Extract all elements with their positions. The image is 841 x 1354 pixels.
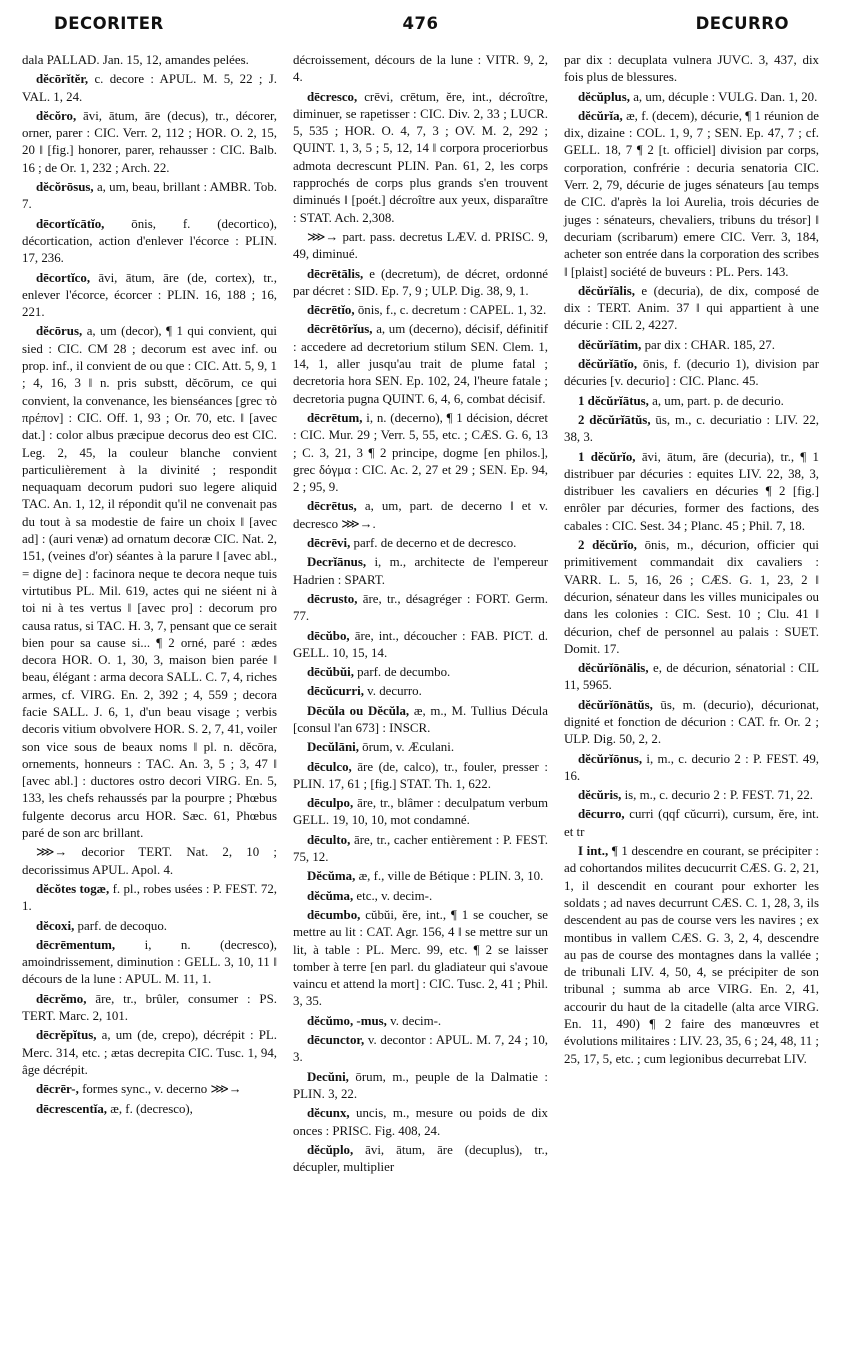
entry-definition: c. decore : APUL. M. 5, 22 ; J. VAL. 1, 24. bbox=[22, 72, 277, 104]
entry-definition: æ, f., ville de Bétique : PLIN. 3, 10. bbox=[358, 869, 544, 884]
entry-definition: i, m., architecte de l'empereur Hadrien : SPART. bbox=[293, 555, 548, 587]
entry-headword: 1 dĕcŭrĭo, bbox=[578, 449, 636, 464]
entry-definition: ⋙→ part. pass. decretus LÆV. d. PRISC. 9, 49, diminué. bbox=[293, 229, 548, 262]
dictionary-entry bbox=[293, 410, 548, 496]
entry-headword: dēculco, bbox=[307, 759, 352, 774]
entry-headword: dēcortĭcātĭo, bbox=[36, 216, 105, 231]
entry-definition: f. pl., robes usées : P. FEST. 72, 1. bbox=[22, 881, 277, 914]
dictionary-entry bbox=[22, 323, 277, 842]
entry-headword: dēcŭbŭi, bbox=[307, 665, 354, 680]
entry-definition: ōrum, m., peuple de la Dalmatie : PLIN. 3, 22. bbox=[293, 1069, 548, 1101]
entry-definition: uncis, m., mesure ou poids de dix onces : PRISC. Fig. 408, 24. bbox=[293, 1106, 548, 1138]
dictionary-entry bbox=[293, 498, 548, 533]
entry-headword: dēcrĕmo, bbox=[36, 991, 87, 1006]
column-3 bbox=[564, 52, 819, 1178]
dictionary-entry bbox=[564, 787, 819, 804]
dictionary-entry bbox=[293, 229, 548, 264]
entry-definition: par dix : decuplata vulnera JUVC. 3, 437, dix fois plus de blessures. bbox=[564, 53, 819, 85]
running-header bbox=[22, 14, 819, 46]
entry-definition: parf. de decumbo. bbox=[357, 665, 451, 680]
entry-headword: dēcortĭco, bbox=[36, 270, 91, 285]
entry-definition: dala PALLAD. Jan. 15, 12, amandes pelées. bbox=[22, 53, 249, 67]
entry-headword: dēcrētālis, bbox=[307, 266, 364, 281]
dictionary-entry bbox=[564, 356, 819, 391]
entry-definition: āre (de, calco), tr., fouler, presser : PLIN. 17, 61 ; [fig.] STAT. Th. 1, 622. bbox=[293, 759, 548, 791]
entry-headword: dēcrēmentum, bbox=[36, 937, 116, 952]
dictionary-entry bbox=[22, 881, 277, 916]
entry-definition: cŭbŭi, ĕre, int., ¶ 1 se coucher, se mettre au lit : CAT. Agr. 156, 4 ‖ se mettre sur un lit, à table : PL. Merc. 99, etc. ¶ 2 se laisser tomber à terre [en parl. du gladiateur qui s'avoue vaincu et attend la mort] : CIC. Tusc. 2, 41 ; Phil. 3, 35. bbox=[293, 907, 548, 1009]
dictionary-entry bbox=[293, 266, 548, 301]
dictionary-entry bbox=[564, 843, 819, 1068]
dictionary-entry bbox=[293, 683, 548, 700]
entry-headword: Decŭlāni, bbox=[307, 740, 359, 755]
dictionary-entry bbox=[293, 1105, 548, 1140]
entry-headword: dĕcōrĭtĕr, bbox=[36, 72, 89, 87]
entry-definition: ōnis, f. (decurio 1), division par décuries [v. decurio] : CIC. Planc. 45. bbox=[564, 357, 819, 389]
dictionary-entry bbox=[22, 108, 277, 177]
entry-definition: āre, tr., désagréger : FORT. Germ. 77. bbox=[293, 591, 548, 624]
entry-definition: āvi, ātum, āre (decuplus), tr., décupler, multiplier bbox=[293, 1142, 548, 1175]
entry-definition: v. decim-. bbox=[390, 1013, 442, 1028]
entry-headword: dĕcoxi, bbox=[36, 918, 75, 933]
entry-definition: āvi, ātum, āre (decuria), tr., ¶ 1 distribuer par décuries : equites LIV. 22, 38, 3, distribuer les cavaliers en décuries ¶ 2 [fig.] enrôler par décuries, former des factions, des cabales : CIC. Sest. 34 ; Planc. 45 ; Phil. 7, 18. bbox=[564, 449, 820, 533]
dictionary-entry bbox=[22, 991, 277, 1026]
entry-headword: dēcrusto, bbox=[307, 591, 358, 606]
entry-headword: dēcresco, bbox=[307, 89, 358, 104]
entry-headword: dĕcŭplo, bbox=[307, 1142, 354, 1157]
dictionary-entry bbox=[293, 1069, 548, 1104]
dictionary-entry bbox=[293, 628, 548, 663]
entry-definition: ūs, m. (decurio), décurionat, dignité et fonction de décurion : CAT. fr. Or. 2 ; ULP. Dig. 50, 2, 2. bbox=[564, 697, 819, 747]
entry-definition: ¶ 1 descendre en courant, se précipiter : ad cohortandos milites decucurrit CÆS. G. 2, 21, 1, il descendit en courant pour exhorter les soldats ; ad naves decurrunt CÆS. C. 1, 28, 3, ils descendent au pas de course vers les navires ; ex montibus in vallem CÆS. G. 3, 2, 4, descendre au pas de course des montagnes dans la vallée ; de tribunali LIV. 4, 50, 4, se précipiter de son tribunal ; summa ab arce VIRG. En. 2, 41, accourir du haut de la citadelle (alta arce VIRG. En. 11, 490) ¶ 2 faire des manœuvres et évolutions militaires : LIV. 23, 35, 6 ; 24, 48, 11 ; 25, 17, 5, etc. ; cum legionibus decurrebat LIV. bbox=[564, 844, 820, 1066]
dictionary-entry bbox=[293, 739, 548, 756]
entry-headword: dĕcŏtes togæ, bbox=[36, 881, 110, 896]
dictionary-entry bbox=[564, 537, 819, 658]
entry-definition: æ, m., M. Tullius Décula [consul l'an 673] : INSCR. bbox=[293, 703, 548, 735]
entry-headword: dēcŭcurri, bbox=[307, 684, 364, 699]
entry-definition: æ, f. (decem), décurie, ¶ 1 réunion de dix, dizaine : COL. 1, 9, 7 ; SEN. Ep. 47, 7 ; cf. GELL. 18, 7 ¶ 2 [t. officiel] division par corps, corporation, confrérie : decuria senatoria CIC. Verr. 2, 79, décurie de juges sénateurs [au temps de CIC. d'après la loi Aurelia, trois décuries de juges : sénateurs, chevaliers, tribuns du trésor] ‖ decuriam (scribarum) emere CIC. Verr. 3, 184, acheter son entrée dans la corporation des scribes ‖ [plaist] société de buveurs : PL. Pers. 143. bbox=[564, 108, 819, 279]
entry-definition: ōrum, v. Æculani. bbox=[362, 740, 455, 755]
dictionary-entry bbox=[293, 302, 548, 319]
entry-definition: parf. de decerno et de decresco. bbox=[353, 536, 517, 551]
dictionary-entry bbox=[564, 52, 819, 87]
entry-headword: dĕcŭris, bbox=[578, 788, 622, 803]
entry-definition: etc., v. decim-. bbox=[356, 888, 433, 903]
entry-headword: 2 dĕcŭrĭātŭs, bbox=[578, 412, 651, 427]
entry-headword: dĕcŏrōsus, bbox=[36, 180, 94, 195]
entry-headword: dĕcōrus, bbox=[36, 324, 83, 339]
entry-headword: 2 dĕcŭrĭo, bbox=[578, 538, 637, 553]
dictionary-entry bbox=[564, 89, 819, 106]
dictionary-entry bbox=[564, 337, 819, 354]
dictionary-entry bbox=[293, 1013, 548, 1030]
entry-headword: dĕcŭrĭātĭo, bbox=[578, 357, 638, 372]
dictionary-entry bbox=[22, 71, 277, 106]
entry-headword: 1 dĕcŭrĭātus, bbox=[578, 393, 649, 408]
entry-headword: dĕcŭrĭa, bbox=[578, 108, 623, 123]
entry-definition: curri (qqf cŭcurri), cursum, ĕre, int. et tr bbox=[564, 807, 819, 839]
entry-definition: a, um, part. p. de decurio. bbox=[652, 393, 784, 408]
dictionary-entry bbox=[564, 697, 819, 749]
dictionary-entry bbox=[564, 806, 819, 841]
entry-headword: dĕcŭrĭālis, bbox=[578, 283, 635, 298]
dictionary-entry bbox=[22, 1027, 277, 1079]
dictionary-entry bbox=[293, 89, 548, 227]
dictionary-entry bbox=[564, 412, 819, 447]
entry-headword: Dēcŭla ou Dĕcŭla, bbox=[307, 703, 410, 718]
entry-definition: i, n. (decerno), ¶ 1 décision, décret : CIC. Mur. 29 ; Verr. 5, 55, etc. ; CÆS. G. 6, 13 ; C. 3, 21, 3 ¶ 2 principe, dogme [en philos.], grec δόγμα : CIC. Ac. 2, 27 et 29 ; SEN. Ep. 94, 2 ; 95, 9. bbox=[293, 410, 548, 495]
dictionary-entry bbox=[293, 535, 548, 552]
dictionary-entry bbox=[22, 1081, 277, 1098]
text-columns bbox=[22, 52, 819, 1178]
entry-definition: āre, tr., brûler, consumer : PS. TERT. Marc. 2, 101. bbox=[22, 991, 277, 1024]
entry-definition: ōnis, f. (decortico), décortication, action d'enlever l'écorce : PLIN. 17, 236. bbox=[22, 216, 277, 266]
header-last-word: DECURRO bbox=[695, 14, 789, 33]
dictionary-entry bbox=[293, 703, 548, 738]
dictionary-entry bbox=[22, 937, 277, 989]
column-2 bbox=[293, 52, 548, 1178]
entry-definition: a, um, décuple : VULG. Dan. 1, 20. bbox=[633, 89, 818, 104]
entry-definition: e (decretum), de décret, ordonné par décret : SID. Ep. 7, 9 ; ULP. Dig. 38, 9, 1. bbox=[293, 266, 548, 298]
entry-headword: dēcrēr-, bbox=[36, 1082, 79, 1097]
entry-headword: dĕcŭrĭātim, bbox=[578, 337, 642, 352]
entry-headword: dēculpo, bbox=[307, 796, 354, 811]
dictionary-entry bbox=[564, 108, 819, 281]
dictionary-entry bbox=[293, 554, 548, 589]
entry-definition: āvi, ātum, āre (de, cortex), tr., enlever l'écorce, écorcer : PLIN. 16, 188 ; 16, 221. bbox=[22, 270, 277, 320]
entry-headword: dēcrescentĭa, bbox=[36, 1101, 107, 1116]
entry-definition: v. decurro. bbox=[367, 684, 422, 699]
entry-headword: dēcrētĭo, bbox=[307, 303, 355, 318]
dictionary-entry bbox=[293, 868, 548, 885]
entry-headword: dĕcunx, bbox=[307, 1106, 350, 1121]
entry-headword: dĕcŭmo, -mus, bbox=[307, 1013, 387, 1028]
entry-definition: āre, tr., cacher entièrement : P. FEST. 75, 12. bbox=[293, 832, 548, 865]
entry-definition: ūs, m., c. decuriatio : LIV. 22, 38, 3. bbox=[564, 412, 819, 445]
dictionary-entry bbox=[22, 52, 277, 69]
dictionary-entry bbox=[293, 907, 548, 1011]
dictionary-entry bbox=[293, 664, 548, 681]
dictionary-entry bbox=[293, 52, 548, 87]
entry-definition: décroissement, décours de la lune : VITR. 9, 2, 4. bbox=[293, 53, 548, 85]
entry-headword: dĕcŏro, bbox=[36, 108, 77, 123]
entry-definition: ⋙→ decorior TERT. Nat. 2, 10 ; decorissimus APUL. Apol. 4. bbox=[22, 845, 277, 877]
entry-definition: e (decuria), de dix, composé de dix : TERT. Anim. 37 ‖ qui appartient à une décurie : CIL 2, 4227. bbox=[564, 283, 819, 333]
dictionary-entry bbox=[293, 759, 548, 794]
dictionary-entry bbox=[293, 795, 548, 830]
dictionary-entry bbox=[22, 844, 277, 879]
dictionary-entry bbox=[22, 216, 277, 268]
entry-definition: ōnis, m., décurion, officier qui primitivement commandait dix cavaliers : VARR. L. 5, 16, 26 ; CÆS. G. 1, 23, 2 ‖ décurion, sénateur dans les villes municipales ou dans les colonies : CIC. Sest. 10 ; Clu. 41 ‖ décurion, chef de personnel au palais : SUET. Domit. 17. bbox=[564, 538, 819, 656]
column-1 bbox=[22, 52, 277, 1178]
dictionary-entry bbox=[22, 918, 277, 935]
entry-headword: I int., bbox=[578, 844, 609, 859]
entry-definition: a, um (de, crepo), décrépit : PL. Merc. 314, etc. ; ætas decrepita CIC. Tusc. 1, 94, âge décrépit. bbox=[22, 1028, 277, 1077]
entry-definition: par dix : CHAR. 185, 27. bbox=[644, 337, 775, 352]
entry-headword: dĕcŭrĭōnātŭs, bbox=[578, 697, 653, 712]
dictionary-entry bbox=[22, 270, 277, 322]
entry-definition: parf. de decoquo. bbox=[77, 918, 168, 933]
entry-headword: dēcŭbo, bbox=[307, 628, 350, 643]
dictionary-entry bbox=[293, 1142, 548, 1177]
entry-definition: is, m., c. decurio 2 : P. FEST. 71, 22. bbox=[624, 788, 814, 803]
entry-headword: dĕcŭrĭōnus, bbox=[578, 751, 643, 766]
entry-definition: i, m., c. decurio 2 : P. FEST. 49, 16. bbox=[564, 751, 820, 783]
entry-headword: Decŭni, bbox=[307, 1069, 349, 1084]
entry-headword: Dĕcŭma, bbox=[307, 869, 356, 884]
entry-definition: crēvi, crētum, ĕre, int., décroître, diminuer, se rapetisser : CIC. Div. 2, 33 ; LUCR. 5, 535 ; HOR. O. 4, 7, 3 ; OV. M. 2, 292 ; QUINT. 1, 3, 5 ; 5, 12, 14 ‖ corpora proceriorbus admota decrescunt PLIN. Pan. 61, 2, les corps rapprochés de corps plus grands s'en trouvent diminués ‖ [poét.] décroître aux yeux, disparaître : STAT. Ach. 2,308. bbox=[293, 89, 548, 225]
entry-headword: Decrĭānus, bbox=[307, 555, 367, 570]
dictionary-entry bbox=[22, 179, 277, 214]
dictionary-entry bbox=[293, 321, 548, 407]
entry-headword: dēcunctor, bbox=[307, 1033, 365, 1048]
entry-definition: e, de décurion, sénatorial : CIL 11, 5965. bbox=[564, 661, 819, 693]
entry-headword: dēculto, bbox=[307, 832, 351, 847]
entry-definition: a, um, beau, brillant : AMBR. Tob. 7. bbox=[22, 180, 277, 212]
dictionary-entry bbox=[293, 591, 548, 626]
entry-headword: dēcumbo, bbox=[307, 907, 361, 922]
entry-headword: dĕcŭma, bbox=[307, 888, 354, 903]
dictionary-entry bbox=[564, 660, 819, 695]
entry-headword: dĕcŭplus, bbox=[578, 89, 630, 104]
entry-definition: v. decontor : APUL. M. 7, 24 ; 10, 3. bbox=[293, 1033, 548, 1065]
entry-definition: æ, f. (decresco), bbox=[110, 1101, 193, 1116]
entry-definition: āre, int., découcher : FAB. PICT. d. GELL. 10, 15, 14. bbox=[293, 628, 548, 660]
dictionary-entry bbox=[22, 1101, 277, 1118]
dictionary-entry bbox=[564, 393, 819, 410]
entry-headword: dĕcŭrĭōnālis, bbox=[578, 661, 649, 676]
entry-definition: formes sync., v. decerno ⋙→ bbox=[82, 1082, 242, 1097]
entry-definition: a, um (decerno), décisif, définitif : accedere ad decretorium stilum SEN. Clem. 1, 14, 1, aller jusqu'au trait de plume fatal ; decretoria hora SEN. Ep. 102, 24, l'heure fatale ; decretoria pugna QUINT. 6, 4, 6, combat décisif. bbox=[293, 322, 548, 406]
dictionary-entry bbox=[293, 888, 548, 905]
dictionary-entry bbox=[564, 283, 819, 335]
entry-headword: dēcrĕpĭtus, bbox=[36, 1028, 97, 1043]
dictionary-entry bbox=[293, 832, 548, 867]
entry-definition: a, um, part. de decerno ‖ et v. decresco ⋙→. bbox=[293, 499, 548, 531]
entry-headword: dēcrētum, bbox=[307, 410, 363, 425]
header-first-word: DECORITER bbox=[54, 14, 164, 33]
entry-definition: āre, tr., blâmer : deculpatum verbum GELL. 19, 10, 10, mot condamné. bbox=[293, 796, 548, 828]
entry-headword: dēcrētus, bbox=[307, 499, 357, 514]
page-number: 476 bbox=[402, 14, 439, 33]
entry-headword: dēcrētōrĭus, bbox=[307, 322, 373, 337]
entry-headword: dēcrēvi, bbox=[307, 536, 351, 551]
entry-definition: a, um (decor), ¶ 1 qui convient, qui sied : CIC. CM 28 ; decorum est avec inf. ou prop. inf., il convient de ou que : CIC. Att. 5, 9, 1 ; 4, 16, 3 ‖ n. pris substt, dĕcōrum, ce qui convient, la convenance, les bienséances [grec τὸ πρέπον] : CIC. Off. 1, 93 ; Or. 70, etc. ‖ [avec dat.] : color albus præcipue decorus deo est CIC. Leg. 2, 45, la couleur blanche convient particulièrement à la divinité ; respondit nequaquam decorum pudori suo legere aliquid TAC. An. 1, 12, il répondit qu'il ne convenait pas du tout à sa modestie de faire un choix ‖ [avec ad] : (auri venæ) ad ornatum decoræ CIC. Nat. 2, 151, (veines d'or) séantes à la parure ‖ [avec abl., = digne de] : facinora neque te decora neque tuis virtutibus PL. Mil. 619, actes qui ne siéent ni à toi ni à tes vertus ‖ [avec pro] : decorum pro causa ratus, si TAC. H. 3, 7, pensant que ce serait bien pour sa cause si... ¶ 2 orné, paré : ædes decora HOR. O. 1, 30, 3, maison bien parée ‖ beau, élégant : arma decora SALL. C. 7, 4, riches armes, cf. VIRG. En. 2, 392 ; 4, 559 ; decora facie SALL. J. 6, 1, d'un beau visage ; verbis decoris vitium obvolvere HOR. S. 2, 7, 41, voiler son vice sous de beaux noms ‖ pl. n. dĕcōra, ornements, honneurs : TAC. An. 3, 5 ; 3, 47 ‖ [avec abl.] : ductores ostro decori VIRG. En. 5, 133, les chefs rehaussés par la pourpre ; Phœbus fulgente decorus arcu HOR. Sæc. 61, Phœbus paré de son arc brillant. bbox=[22, 324, 277, 841]
entry-definition: āvi, ātum, āre (decus), tr., décorer, orner, parer : CIC. Verr. 2, 112 ; HOR. O. 2, 15, 20 ‖ [fig.] honorer, parer, rehausser : CIC. Balb. 16 ; de Or. 1, 232 ; Arch. 22. bbox=[22, 108, 277, 175]
entry-headword: dēcurro, bbox=[578, 807, 625, 822]
dictionary-entry bbox=[564, 751, 819, 786]
entry-definition: i, n. (decresco), amoindrissement, diminution : GELL. 3, 10, 11 ‖ décours de la lune : APUL. M. 11, 1. bbox=[22, 937, 277, 987]
dictionary-entry bbox=[293, 1032, 548, 1067]
dictionary-entry bbox=[564, 449, 819, 535]
entry-definition: ōnis, f., c. decretum : CAPEL. 1, 32. bbox=[357, 303, 547, 318]
